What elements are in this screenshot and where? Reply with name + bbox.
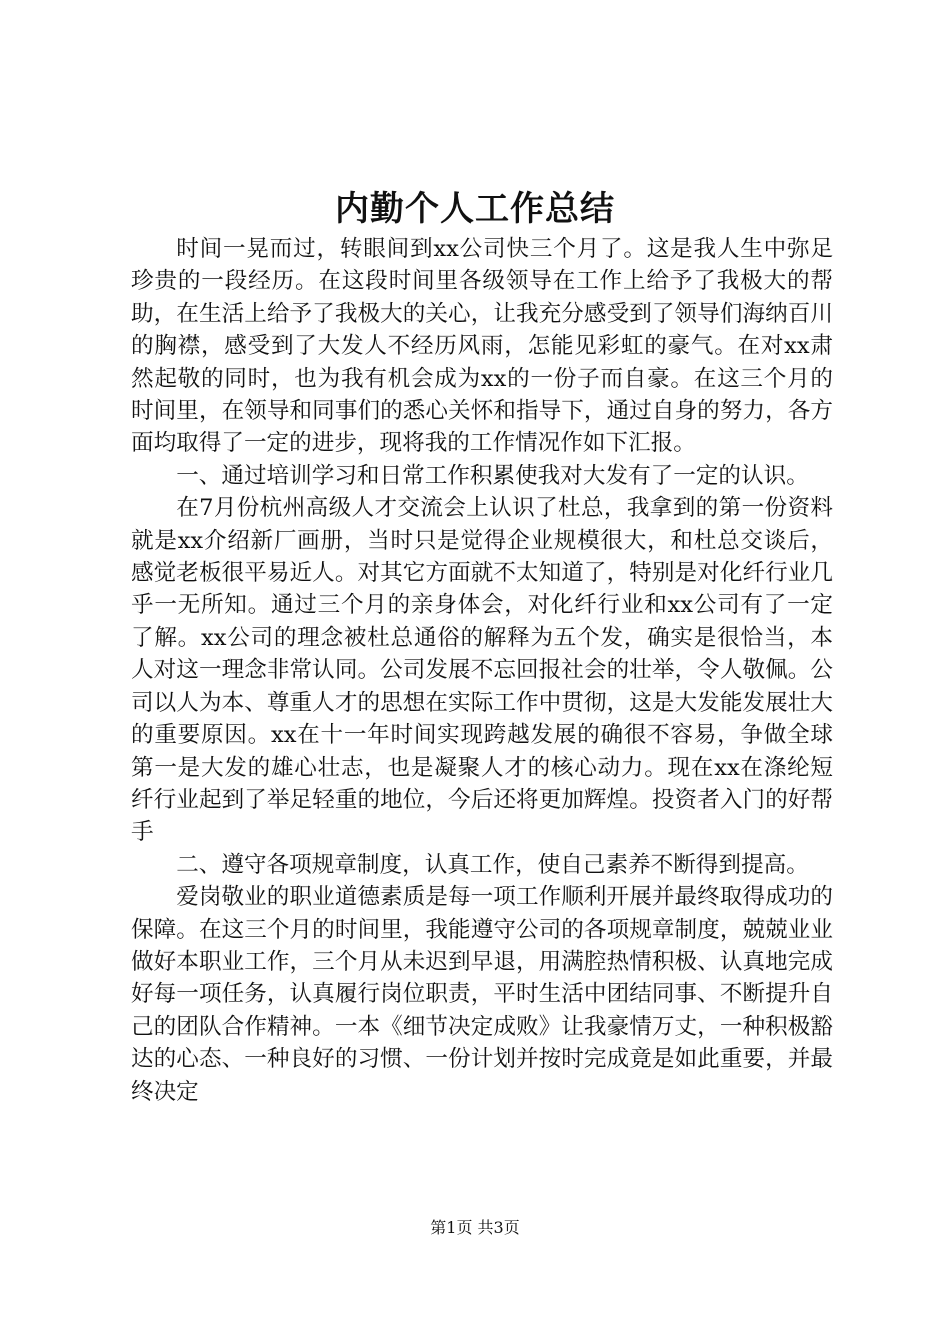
paragraph-section-2: 爱岗敬业的职业道德素质是每一项工作顺利开展并最终取得成功的保障。在这三个月的时间里，我能遵守公司的各项规章制度，兢兢业业做好本职业工作，三个月从未迟到早退，用满腔热情积极、认真地完成好每一项任务，认真履行岗位职责，平时生活中团结同事、不断提升自己的团队合作精神。一本《细节决定成败》让我豪情万丈，一种积极豁达的心态、一种良好的习惯、一份计划并按时完成竟是如此重要，并最终决定 — [131, 884, 833, 1105]
paragraph-section-1: 在7月份杭州高级人才交流会上认识了杜总，我拿到的第一份资料就是xx介绍新厂画册，当时只是觉得企业规模很大，和杜总交谈后，感觉老板很平易近人。对其它方面就不太知道了，特别是对化纤行业几乎一无所知。通过三个月的亲身体会，对化纤行业和xx公司有了一定了解。xx公司的理念被杜总通俗的解释为五个发，确实是很恰当，本人对这一理念非常认同。公司发展不忘回报社会的壮举，令人敬佩。公司以人为本、尊重人才的思想在实际工作中贯彻，这是大发能发展壮大的重要原因。xx在十一年时间实现跨越发展的确很不容易，争做全球第一是大发的雄心壮志，也是凝聚人才的核心动力。现在xx在涤纶短纤行业起到了举足轻重的地位，今后还将更加辉煌。投资者入门的好帮手 — [131, 495, 833, 846]
document-title: 内勤个人工作总结 — [335, 189, 615, 229]
section-heading-2: 二、遵守各项规章制度，认真工作，使自己素养不断得到提高。 — [176, 851, 809, 878]
section-heading-1: 一、通过培训学习和日常工作积累使我对大发有了一定的认识。 — [176, 462, 809, 489]
page-footer: 第1页 共3页 — [430, 1218, 520, 1237]
paragraph-intro: 时间一晃而过，转眼间到xx公司快三个月了。这是我人生中弥足珍贵的一段经历。在这段时间里各级领导在工作上给予了我极大的帮助，在生活上给予了我极大的关心，让我充分感受到了领导们海纳百川的胸襟，感受到了大发人不经历风雨，怎能见彩虹的豪气。在对xx肃然起敬的同时，也为我有机会成为xx的一份子而自豪。在这三个月的时间里，在领导和同事们的悉心关怀和指导下，通过自身的努力，各方面均取得了一定的进步，现将我的工作情况作如下汇报。 — [131, 236, 833, 457]
document-body — [131, 233, 833, 1108]
